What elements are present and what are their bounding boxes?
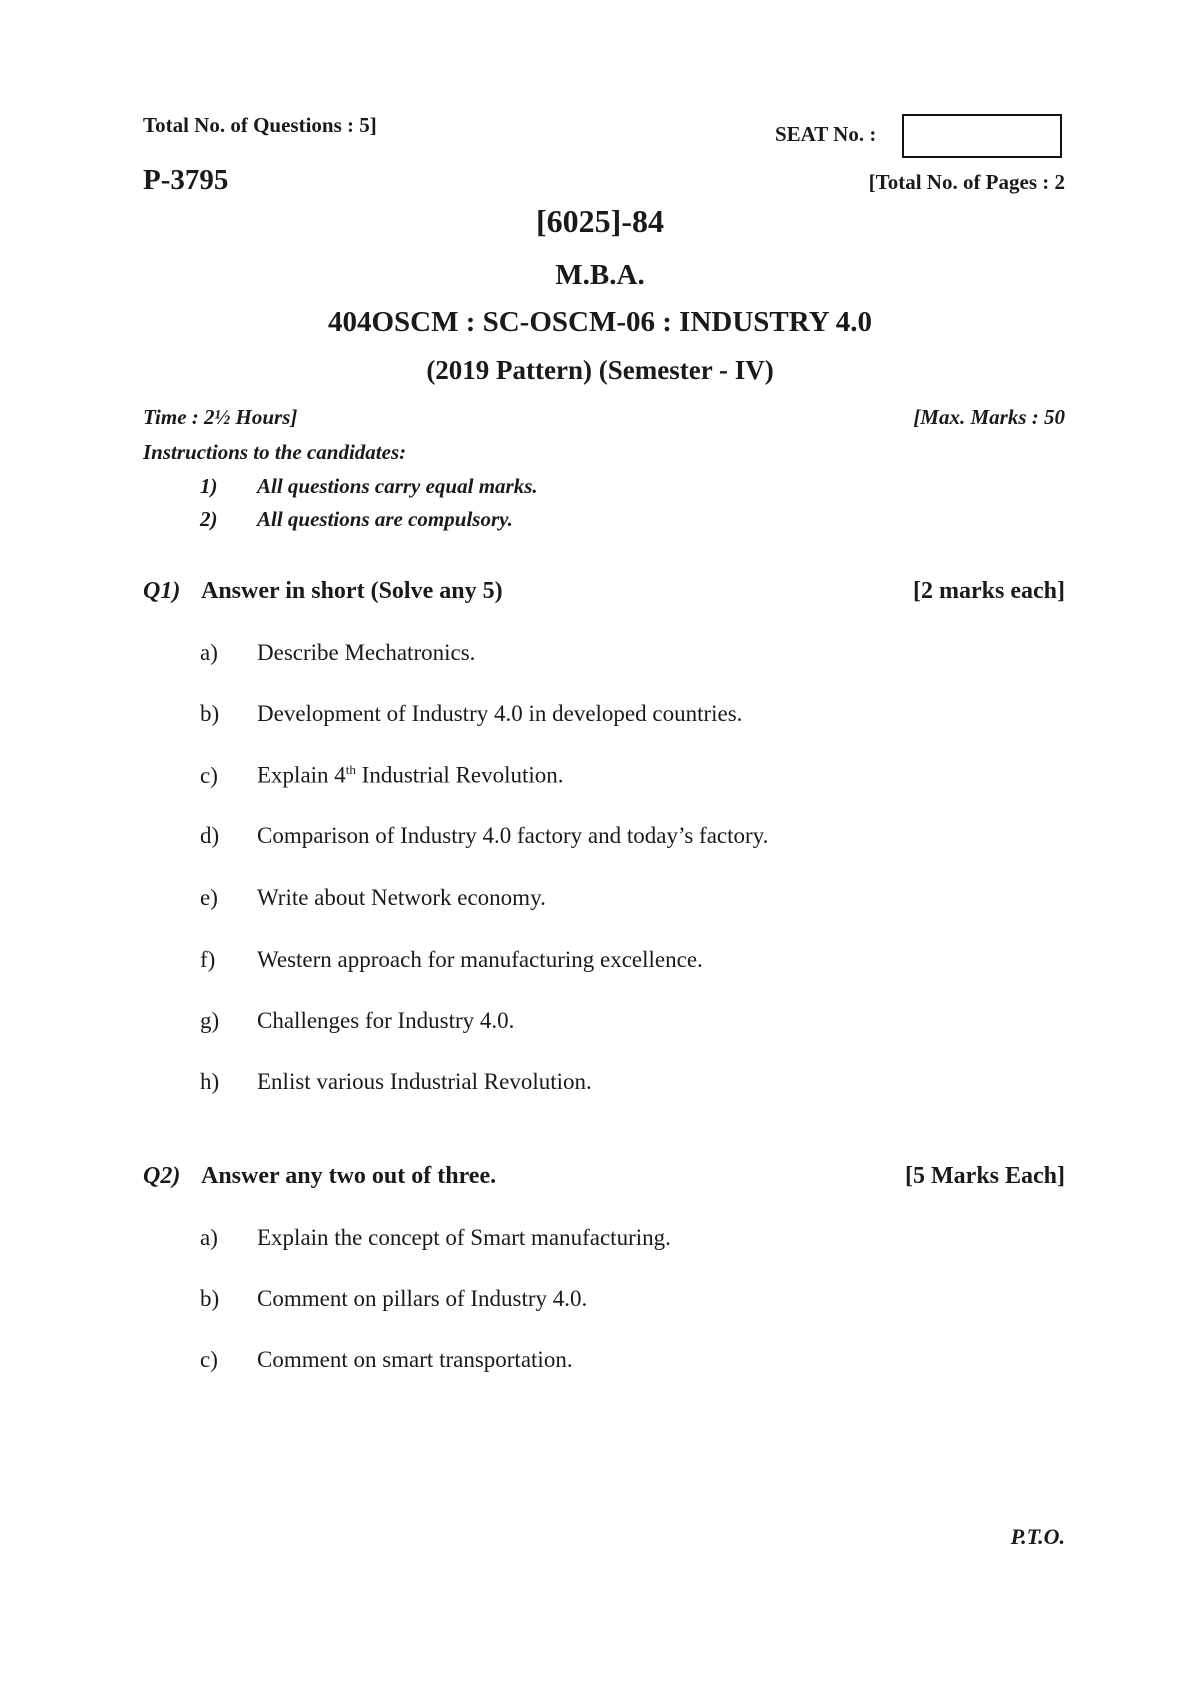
instruction-number: 1) [200,474,218,498]
pattern-semester: (2019 Pattern) (Semester - IV) [426,355,774,385]
seat-number-box[interactable] [902,114,1062,158]
question-number: Q2) [143,1163,181,1189]
question-2-marks: [5 Marks Each] [905,1163,1065,1189]
question-item [200,1069,592,1095]
instruction-item [200,474,538,499]
item-letter: c) [200,1347,218,1372]
question-item [200,885,546,911]
item-text: Challenges for Industry 4.0. [257,1008,515,1033]
question-1-marks: [2 marks each] [913,578,1065,604]
item-text: Western approach for manufacturing excellence. [257,947,703,972]
subject-title: 404OSCM : SC-OSCM-06 : INDUSTRY 4.0 [327,306,873,338]
please-turn-over: P.T.O. [1010,1524,1065,1549]
instruction-text: All questions are compulsory. [257,507,513,531]
instructions-heading: Instructions to the candidates: [143,440,407,464]
item-text: Describe Mechatronics. [257,640,476,665]
instruction-text: All questions carry equal marks. [257,474,538,498]
question-title: Answer in short (Solve any 5) [201,578,503,604]
total-pages: [Total No. of Pages : 2 [868,170,1065,194]
question-item [200,823,768,849]
item-letter: h) [200,1069,220,1094]
question-1-heading [143,578,503,605]
question-item [200,762,564,789]
seat-number-label: SEAT No. : [775,122,877,146]
total-questions: Total No. of Questions : 5] [143,113,377,137]
item-letter: b) [200,701,220,726]
paper-code: P-3795 [143,164,229,196]
question-title: Answer any two out of three. [201,1163,497,1189]
question-item [200,947,703,973]
question-item [200,1225,671,1251]
item-letter: b) [200,1286,220,1311]
item-text: Comparison of Industry 4.0 factory and today’s factory. [257,823,769,848]
max-marks: [Max. Marks : 50 [913,405,1065,429]
item-letter: f) [200,947,216,972]
question-item [200,640,475,666]
item-text: Comment on smart transportation. [257,1347,573,1372]
item-letter: a) [200,640,218,665]
question-item [200,1286,587,1312]
exam-code: [6025]-84 [536,203,664,239]
item-letter: e) [200,885,218,910]
item-text: Explain the concept of Smart manufacturing. [257,1225,671,1250]
degree-title: M.B.A. [555,259,645,291]
question-2-heading [143,1163,496,1190]
instruction-item [200,507,513,532]
item-letter: d) [200,823,220,848]
exam-time: Time : 2½ Hours] [143,405,298,429]
item-text: Development of Industry 4.0 in developed countries. [257,701,743,726]
item-text-pre: Explain 4 [257,762,346,788]
instruction-number: 2) [200,507,218,531]
item-letter: c) [200,762,218,788]
question-item [200,701,742,727]
question-number: Q1) [143,578,181,604]
question-item [200,1008,514,1034]
item-letter: g) [200,1008,220,1033]
item-superscript: th [345,762,356,777]
item-text: Enlist various Industrial Revolution. [257,1069,592,1094]
item-text: Comment on pillars of Industry 4.0. [257,1286,588,1311]
item-text: Write about Network economy. [257,885,546,910]
question-item [200,1347,573,1373]
item-letter: a) [200,1225,218,1250]
item-text-post: Industrial Revolution. [355,762,564,788]
